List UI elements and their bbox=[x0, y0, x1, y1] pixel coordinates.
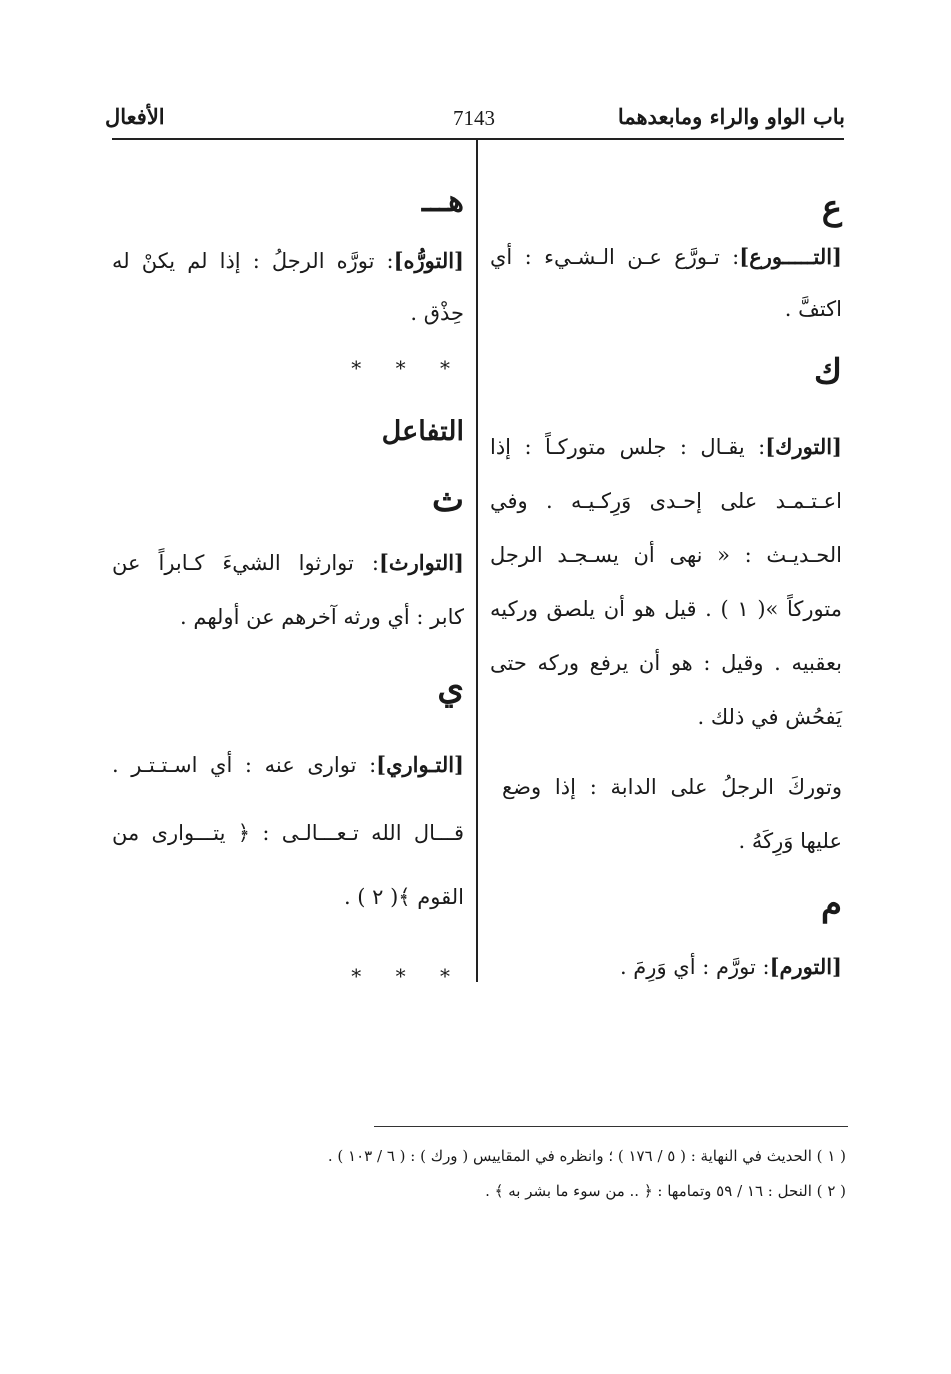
letter-heading-ain: ع bbox=[821, 188, 842, 228]
entry-tawarruk-line8: عليها وَرِكَهُ . bbox=[738, 829, 842, 853]
entry-tawarrum: [التورم]: تورَّم : أي وَرِمَ . bbox=[619, 954, 842, 979]
entry-tawarru-line2: اكتفَّ . bbox=[784, 297, 842, 321]
footnote-rule bbox=[374, 1126, 848, 1127]
section-separator-stars: * * * bbox=[351, 964, 464, 988]
page-header bbox=[105, 100, 845, 140]
letter-heading-kaf: ك bbox=[813, 352, 842, 392]
entry-tawarruk-line1: [التورك]: يقـال : جلس متوركـاً : إذا bbox=[490, 434, 842, 459]
page-number: 7143 bbox=[453, 106, 495, 130]
entry-keyword: [التوارث] bbox=[378, 550, 464, 575]
entry-tawaruth-line2: كابر : أي ورثه آخرهم عن أولهم . bbox=[180, 605, 464, 629]
entry-keyword: [التـواري] bbox=[376, 752, 464, 777]
section-title-header: الأفعال bbox=[105, 104, 165, 129]
entry-keyword: [التورُّه] bbox=[393, 248, 464, 273]
section-separator-stars: * * * bbox=[351, 356, 464, 380]
entry-tawarruk-line2: اعـتـمـد على إحـدى وَرِكـيـه . وفي bbox=[490, 489, 842, 513]
entry-keyword: [التورك] bbox=[765, 434, 842, 459]
letter-heading-mim: م bbox=[820, 884, 842, 924]
entry-tawarru-line1: [التـــــورع]: تـورَّع عـن الـشـيء : أي bbox=[490, 244, 842, 269]
entry-tawarruk-line7: وتوركَ الرجلُ على الدابة : إذا وضع bbox=[502, 775, 842, 799]
entry-tawari-line1: [التـواري]: توارى عنه : أي اسـتـتـر . bbox=[112, 752, 464, 777]
entry-tawarruh-line1: [التورُّه]: تورَّه الرجلُ : إذا لم يكنْ له bbox=[112, 248, 464, 273]
section-heading-tafaul: التفاعل bbox=[381, 416, 464, 447]
footnote-2: ( ٢ ) النحل : ١٦ / ٥٩ وتمامها : ﴿ .. من سوء ما بشر به ﴾ . bbox=[485, 1182, 846, 1200]
entry-tawari-line2: قـــال الله تـعـــالـى : ﴿ يتـــوارى من bbox=[112, 821, 464, 845]
footnote-1: ( ١ ) الحديث في النهاية : ( ٥ / ١٧٦ ) ؛ وانظره في المقاييس ( ورك ) : ( ٦ / ١٠٣ ) . bbox=[327, 1147, 846, 1165]
entry-tawarruk-line5: بعقبيه . وقيل : هو أن يرفع وركه حتى bbox=[490, 651, 842, 675]
header-rule bbox=[112, 138, 844, 140]
entry-tawarruk-line3: الحـديـث : « نهى أن يسـجـد الرجل bbox=[490, 543, 842, 567]
letter-heading-ya: ي bbox=[437, 668, 464, 708]
entry-tawarruh-line2: حِذْق . bbox=[410, 301, 464, 325]
letter-heading-tha: ث bbox=[431, 480, 464, 520]
entry-tawarruk-line4: متوركاً »( ١ ) . قيل هو أن يلصق وركيه bbox=[490, 597, 842, 621]
entry-keyword: [التورم] bbox=[769, 954, 842, 979]
entry-tawari-line3: القوم ﴾( ٢ ) . bbox=[343, 885, 464, 909]
column-divider bbox=[476, 140, 478, 982]
entry-tawarruk-line6: يَفحُش في ذلك . bbox=[697, 705, 842, 729]
entry-keyword: [التـــــورع] bbox=[739, 244, 842, 269]
entry-tawaruth-line1: [التوارث]: توارثوا الشيءَ كـابراً عن bbox=[112, 550, 464, 575]
letter-heading-ha: هـــ bbox=[421, 184, 464, 219]
chapter-title: باب الواو والراء ومابعدهما bbox=[617, 104, 845, 129]
